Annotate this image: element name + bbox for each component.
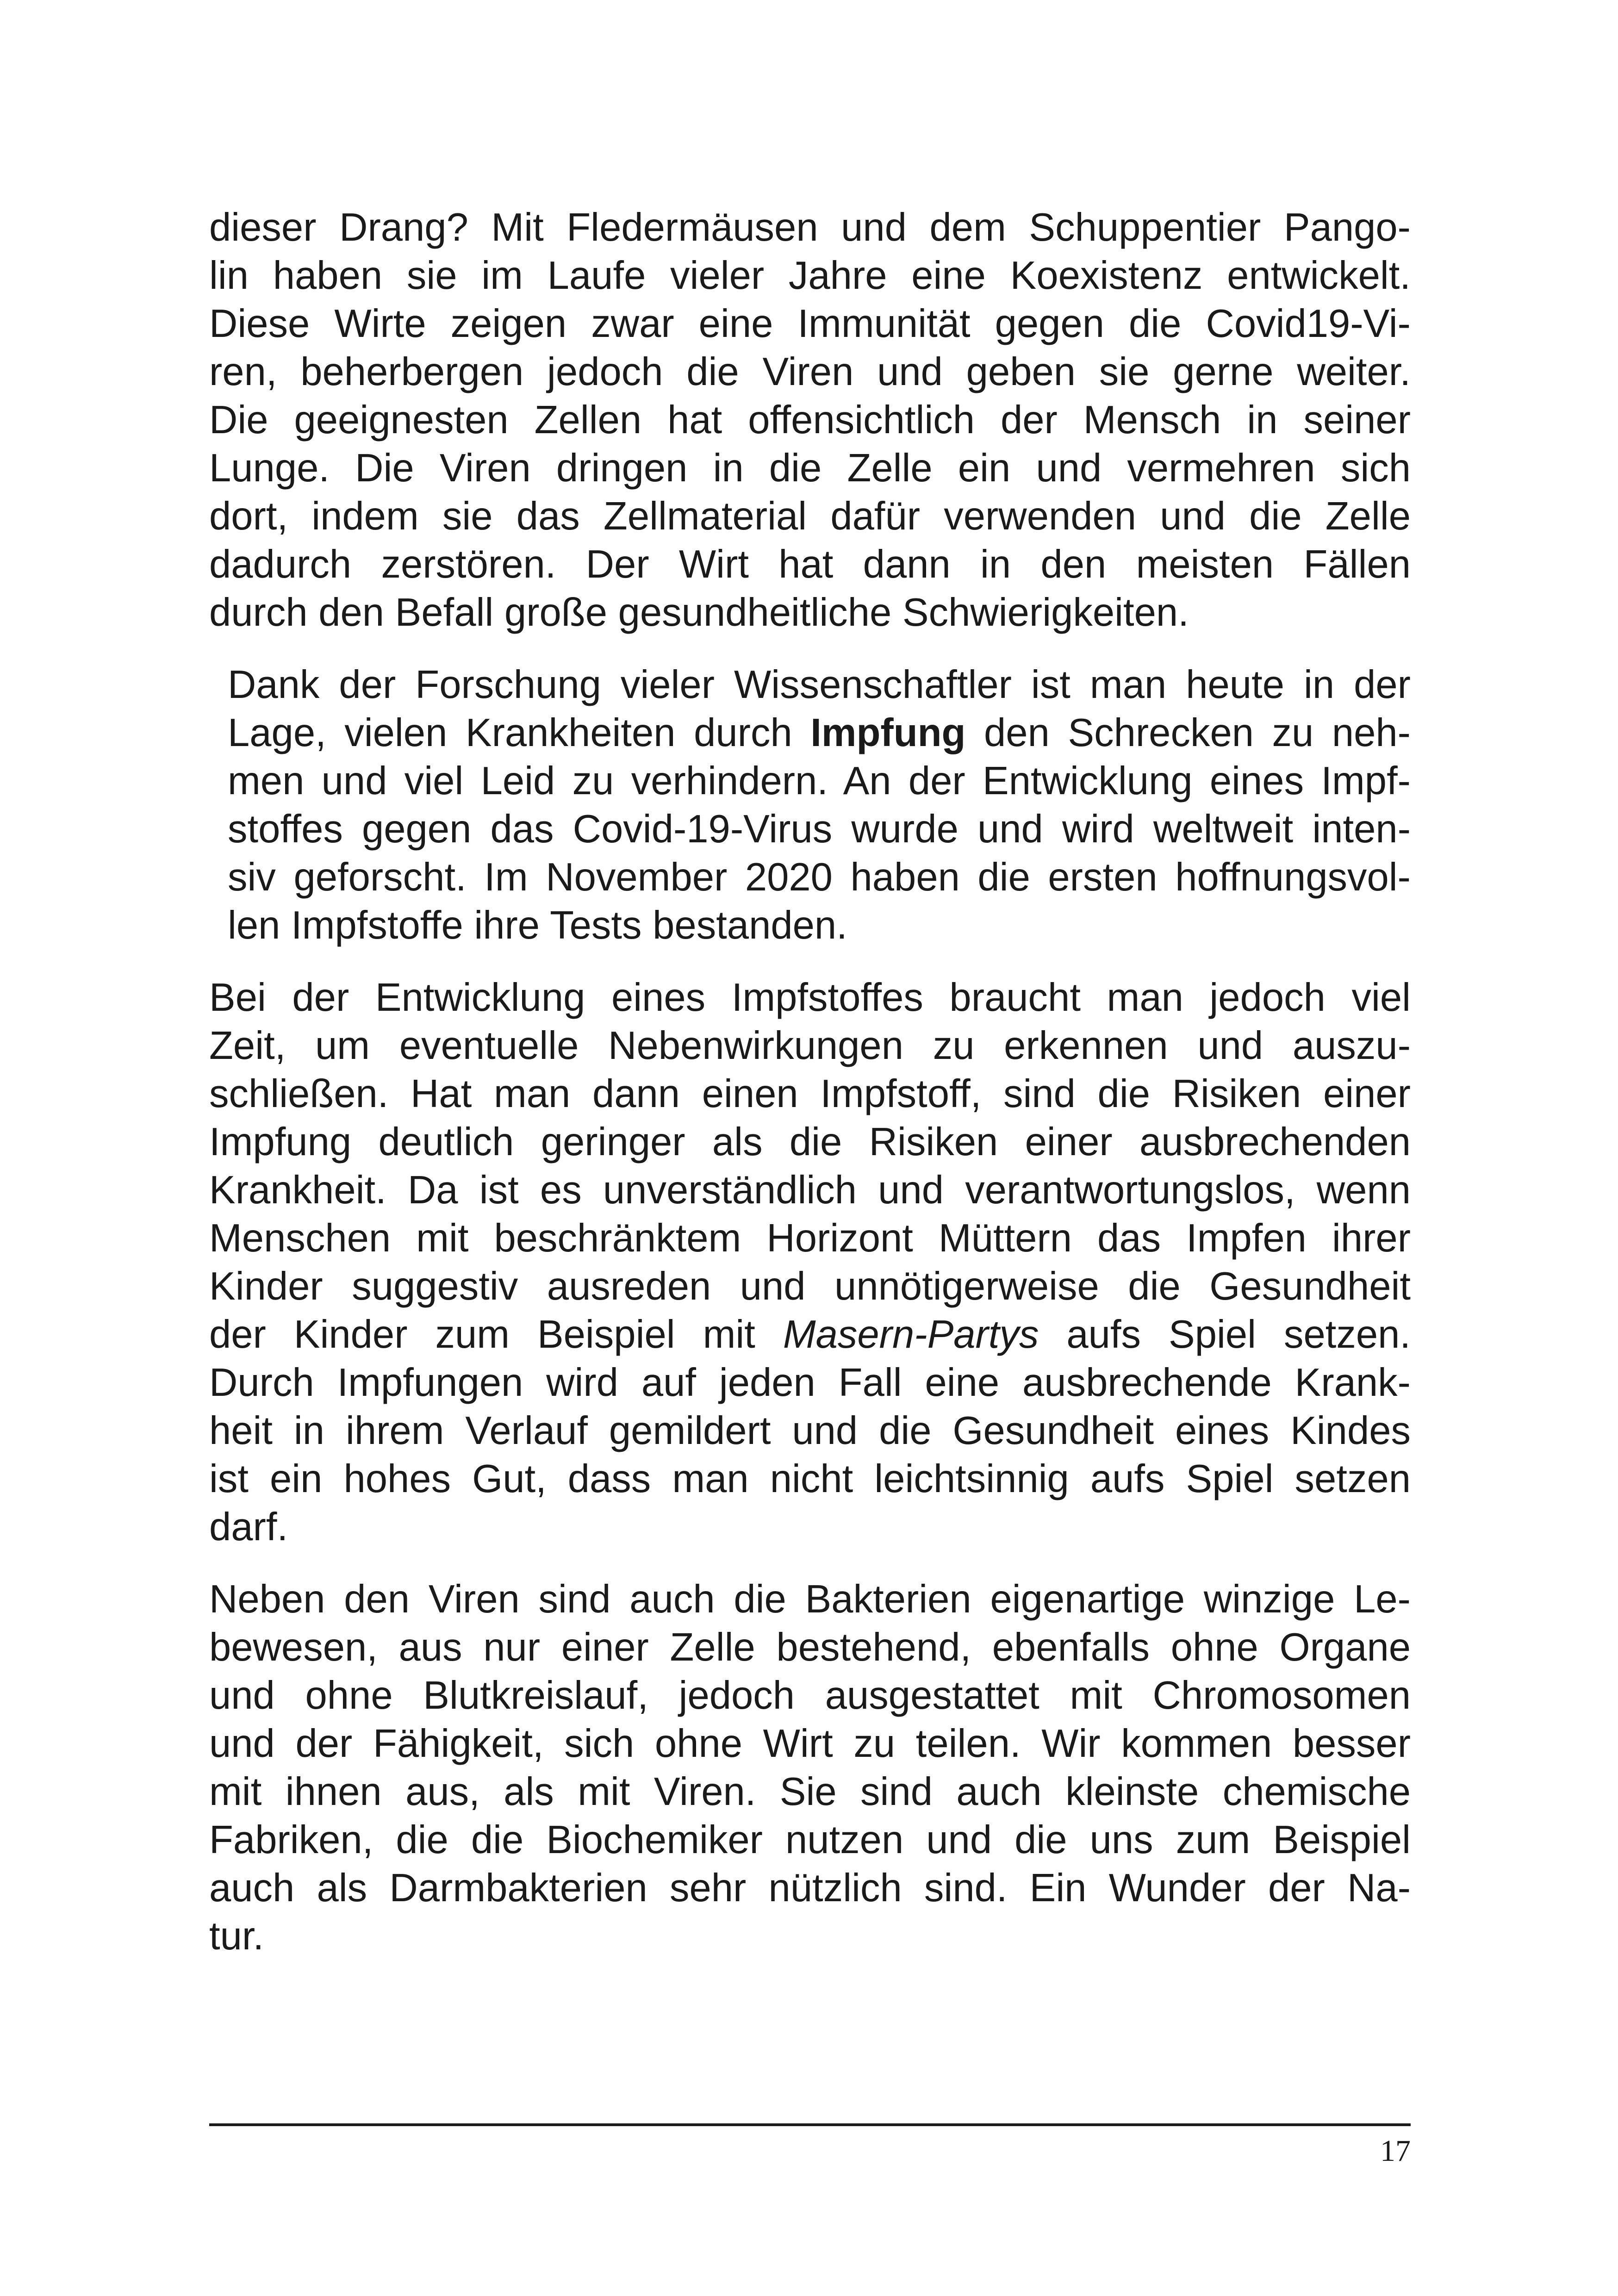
text-line: Bei der Entwicklung eines Impfstoffes braucht man jedoch viel (209, 976, 1411, 1020)
text-line: lin haben sie im Laufe vieler Jahre eine Koexistenz entwickelt. (209, 254, 1411, 298)
page-number: 17 (1380, 2134, 1411, 2168)
text-line: stoffes gegen das Covid-19-Virus wurde und wird weltweit inten- (228, 807, 1411, 851)
text-line: dieser Drang? Mit Fledermäusen und dem Schuppentier Pango- (209, 205, 1411, 249)
text-line: bewesen, aus nur einer Zelle bestehend, ebenfalls ohne Organe (209, 1625, 1411, 1669)
text-run: der Kinder zum Beispiel mit (209, 1313, 783, 1356)
paragraph-4 (209, 1575, 1411, 1960)
text-line: darf. (209, 1505, 288, 1549)
text-run: aufs Spiel setzen. (1039, 1313, 1411, 1356)
text-line: ren, beherbergen jedoch die Viren und geben sie gerne weiter. (209, 350, 1411, 394)
text-line: len Impfstoffe ihre Tests bestanden. (228, 903, 847, 947)
paragraph-2 (209, 661, 1411, 950)
text-run: Lage, vielen Krankheiten durch (228, 711, 811, 755)
italic-term: Masern-Partys (783, 1313, 1039, 1356)
paragraph-3 (209, 974, 1411, 1551)
text-line: mit ihnen aus, als mit Viren. Sie sind auch kleinste chemische (209, 1770, 1411, 1814)
text-line (209, 709, 1411, 757)
paragraph-1 (209, 204, 1411, 637)
text-line: tur. (209, 1914, 264, 1958)
text-line: ist ein hohes Gut, dass man nicht leichtsinnig aufs Spiel setzen (209, 1457, 1411, 1501)
text-line (209, 1311, 1411, 1359)
footer-rule (209, 2123, 1411, 2126)
text-line: men und viel Leid zu verhindern. An der Entwicklung eines Impf- (228, 759, 1411, 803)
bold-term: Impfung (810, 711, 966, 755)
text-line: Kinder suggestiv ausreden und unnötigerweise die Gesundheit (209, 1264, 1411, 1308)
text-line: und der Fähigkeit, sich ohne Wirt zu teilen. Wir kommen besser (209, 1722, 1411, 1766)
text-line: Fabriken, die die Biochemiker nutzen und die uns zum Beispiel (209, 1818, 1411, 1862)
text-line: Menschen mit beschränktem Horizont Müttern das Impfen ihrer (209, 1216, 1411, 1260)
text-line: Zeit, um eventuelle Nebenwirkungen zu erkennen und auszu- (209, 1024, 1411, 1068)
text-line: schließen. Hat man dann einen Impfstoff, sind die Risiken einer (209, 1072, 1411, 1116)
text-line: dort, indem sie das Zellmaterial dafür verwenden und die Zelle (209, 494, 1411, 538)
text-run: den Schrecken zu neh- (965, 711, 1411, 755)
text-line: dadurch zerstören. Der Wirt hat dann in den meisten Fällen (209, 542, 1411, 586)
text-line: Impfung deutlich geringer als die Risiken einer ausbrechenden (209, 1120, 1411, 1164)
text-line: siv geforscht. Im November 2020 haben die ersten hoffnungsvol- (228, 855, 1411, 899)
text-line: durch den Befall große gesundheitliche Schwierigkeiten. (209, 591, 1189, 635)
text-line: Dank der Forschung vieler Wissenschaftler ist man heute in der (228, 663, 1411, 707)
text-line: Diese Wirte zeigen zwar eine Immunität gegen die Covid19-Vi- (209, 302, 1411, 346)
text-line: Lunge. Die Viren dringen in die Zelle ein und vermehren sich (209, 446, 1411, 490)
text-line: heit in ihrem Verlauf gemildert und die Gesundheit eines Kindes (209, 1409, 1411, 1453)
body-text (209, 204, 1411, 1985)
text-line: Neben den Viren sind auch die Bakterien eigenartige winzige Le- (209, 1577, 1411, 1621)
text-line: Krankheit. Da ist es unverständlich und verantwortungslos, wenn (209, 1168, 1411, 1212)
text-line: Durch Impfungen wird auf jeden Fall eine ausbrechende Krank- (209, 1361, 1411, 1405)
text-line: Die geeignesten Zellen hat offensichtlich der Mensch in seiner (209, 398, 1411, 442)
text-line: auch als Darmbakterien sehr nützlich sind. Ein Wunder der Na- (209, 1866, 1411, 1910)
text-line: und ohne Blutkreislauf, jedoch ausgestattet mit Chromosomen (209, 1674, 1411, 1717)
